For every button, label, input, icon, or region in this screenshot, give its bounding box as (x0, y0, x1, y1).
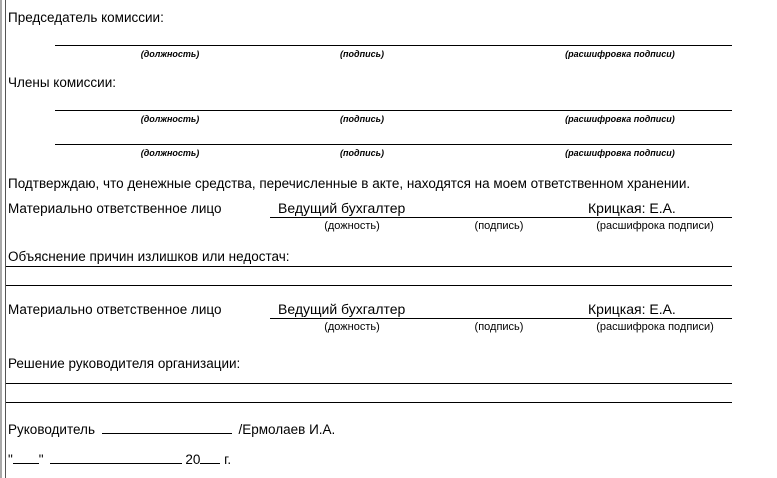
director-name: /Ермолаев И.А. (238, 422, 336, 437)
explanation-label: Объяснение причин излишков или недостач: (8, 249, 290, 264)
chairman-label: Председатель комиссии: (8, 10, 164, 25)
page-left-edge-inner (5, 0, 6, 478)
confirmation-statement: Подтверждаю, что денежные средства, перечисленные в акте, находятся на моем ответственном хранении. (8, 176, 691, 191)
responsible-person-name-value-1: Крицкая: Е.А. (588, 200, 676, 216)
page-left-edge-outer (0, 0, 2, 478)
decision-rule-1 (6, 383, 732, 384)
member-1-caption-signature: (подпись) (340, 114, 384, 124)
members-label: Члены комиссии: (8, 75, 117, 90)
director-label: Руководитель (8, 422, 95, 437)
responsible-person-caption-signature-2: (подпись) (474, 321, 524, 333)
chairman-caption-signature: (подпись) (340, 49, 384, 59)
director-signature-blank[interactable] (102, 420, 232, 434)
date-year-prefix: 20 (185, 452, 201, 467)
member-2-caption-signature: (подпись) (340, 148, 384, 158)
explanation-input-line-1[interactable] (10, 268, 726, 284)
member-1-caption-name: (расшифровка подписи) (565, 114, 675, 124)
director-row (8, 420, 335, 437)
member-1-signature-rule (55, 110, 732, 111)
responsible-person-position-value-2: Ведущий бухгалтер (278, 301, 406, 317)
chairman-caption-position: (должность) (140, 49, 200, 59)
responsible-person-caption-name-1: (расшифрока подписи) (596, 220, 714, 232)
date-day-blank[interactable] (13, 451, 39, 464)
responsible-person-caption-name-2: (расшифрока подписи) (596, 321, 714, 333)
responsible-person-position-value-1: Ведущий бухгалтер (278, 200, 406, 216)
date-month-blank[interactable] (50, 450, 182, 464)
responsible-person-caption-signature-1: (подпись) (474, 220, 524, 232)
responsible-person-rule-2 (270, 318, 732, 319)
member-2-caption-name: (расшифровка подписи) (565, 148, 675, 158)
responsible-person-label-2: Материально ответственное лицо (8, 302, 222, 317)
decision-label: Решение руководителя организации: (8, 356, 241, 371)
responsible-person-rule-1 (270, 217, 732, 218)
decision-input-line-1[interactable] (10, 385, 726, 401)
responsible-person-caption-position-2: (дожность) (324, 321, 380, 333)
responsible-person-label-1: Материально ответственное лицо (8, 201, 222, 216)
date-quote-open: " (8, 452, 13, 467)
member-1-caption-position: (должность) (140, 114, 200, 124)
responsible-person-caption-position-1: (дожность) (324, 220, 380, 232)
date-year-suffix: г. (224, 452, 232, 467)
date-row (8, 450, 231, 467)
date-quote-close: " (38, 452, 44, 467)
member-2-caption-position: (должность) (140, 148, 200, 158)
explanation-rule-1 (6, 266, 732, 267)
member-2-signature-rule (55, 144, 732, 145)
date-year-blank[interactable] (200, 451, 220, 464)
chairman-signature-rule (55, 45, 732, 46)
explanation-rule-2 (6, 285, 732, 286)
responsible-person-name-value-2: Крицкая: Е.А. (588, 301, 676, 317)
chairman-caption-name: (расшифровка подписи) (565, 49, 675, 59)
decision-rule-2 (6, 402, 732, 403)
